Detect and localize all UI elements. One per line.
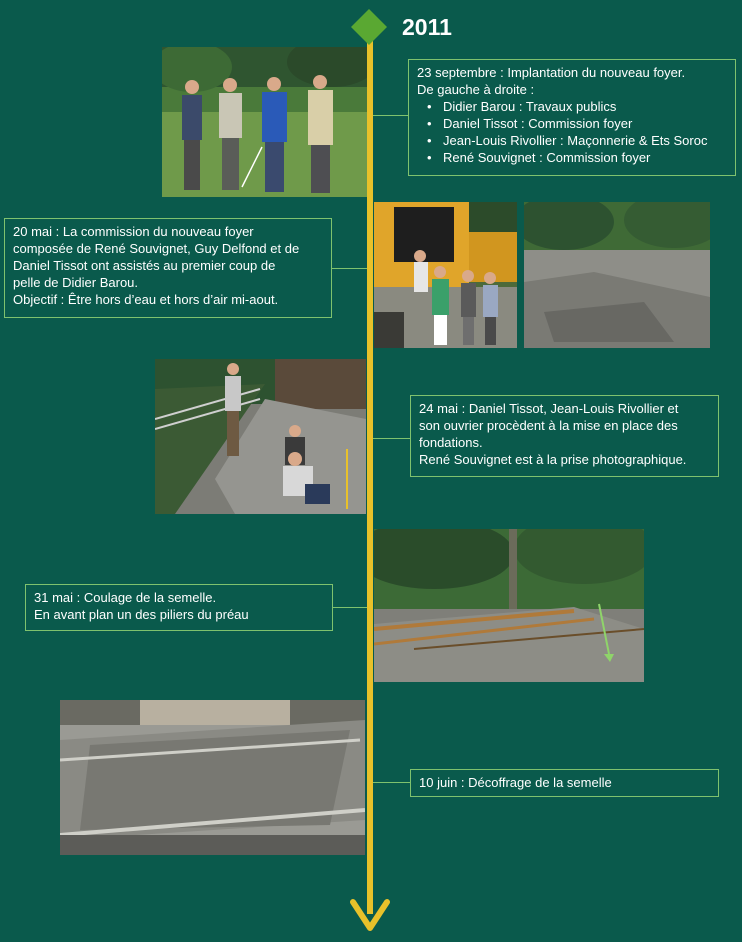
connector-line [373, 438, 410, 439]
entry-20-mai [4, 218, 332, 318]
year-label: 2011 [402, 14, 452, 40]
timeline-arrow-icon [349, 898, 391, 934]
connector-line [373, 782, 410, 783]
entry-24-mai [410, 395, 719, 477]
connector-line [332, 268, 367, 269]
entry-line: René Souvignet est à la prise photographique. [419, 452, 687, 467]
people-list [417, 98, 727, 166]
photo-excavator-group [374, 202, 517, 348]
photo-implantation-group [162, 47, 367, 197]
photo-foundations [155, 359, 366, 514]
list-item: • Daniel Tissot : Commission foyer [417, 115, 727, 132]
entry-line: 20 mai : La commission du nouveau foyer [13, 224, 254, 239]
entry-line: composée de René Souvignet, Guy Delfond et de [13, 241, 300, 256]
entry-title: 23 septembre : Implantation du nouveau foyer. [417, 65, 686, 80]
year-diamond-icon [350, 8, 388, 46]
entry-line: pelle de Didier Barou. [13, 275, 139, 290]
entry-line: fondations. [419, 435, 483, 450]
entry-31-mai [25, 584, 333, 631]
entry-23-septembre [408, 59, 736, 176]
entry-line: 31 mai : Coulage de la semelle. [34, 590, 217, 605]
entry-line: Objectif : Être hors d’eau et hors d’air mi-aout. [13, 292, 279, 307]
list-item: • Didier Barou : Travaux publics [417, 98, 727, 115]
entry-10-juin [410, 769, 719, 797]
entry-line: 10 juin : Décoffrage de la semelle [419, 775, 612, 790]
entry-line: son ouvrier procèdent à la mise en place des [419, 418, 678, 433]
list-item: • René Souvignet : Commission foyer [417, 149, 727, 166]
photo-empty-lot [524, 202, 710, 348]
list-item: • Jean-Louis Rivollier : Maçonnerie & Ets Soroc [417, 132, 727, 149]
entry-subtitle: De gauche à droite : [417, 82, 535, 97]
photo-decoffrage [60, 700, 365, 855]
entry-line: Daniel Tissot ont assistés au premier coup de [13, 258, 276, 273]
connector-line [333, 607, 367, 608]
connector-line [373, 115, 409, 116]
entry-line: En avant plan un des piliers du préau [34, 607, 249, 622]
entry-line: 24 mai : Daniel Tissot, Jean-Louis Rivollier et [419, 401, 679, 416]
photo-semelle-pour [374, 529, 644, 682]
